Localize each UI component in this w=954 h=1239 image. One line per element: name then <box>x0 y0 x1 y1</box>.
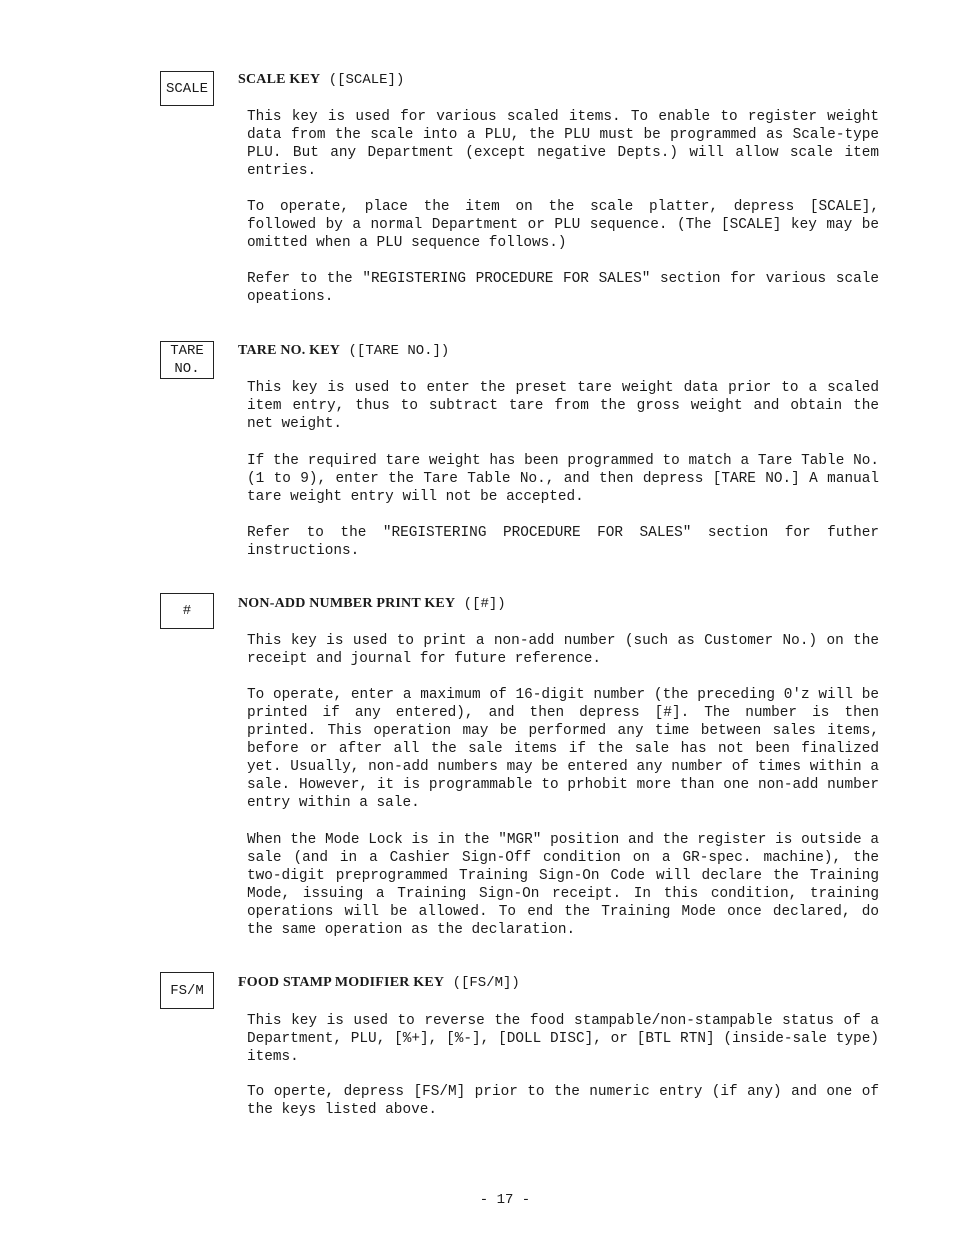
paragraph: When the Mode Lock is in the "MGR" position and the register is outside a sale (and in a Cashier Sign-Off condition on a GR-spec. machine), the two-digit preprogrammed Training Sign-On Code will declare the Training Mode, issuing a Training Sign-On receipt. In this condition, training operations will be allowed. To end the Training Mode once declared, do the same operation as the declaration. <box>247 832 879 938</box>
key-label-line: NO. <box>174 361 200 377</box>
paragraph: To operate, place the item on the scale platter, depress [SCALE], followed by a normal Department or PLU sequence. (The [SCALE] key may be omitted when a PLU sequence follows.) <box>247 199 879 251</box>
non-add-number-key-symbol <box>160 593 214 629</box>
paragraph: If the required tare weight has been programmed to match a Tare Table No. (1 to 9), enter the Tare Table No., and then depress [TARE NO.] A manual tare weight entry will not be accepted. <box>247 453 879 505</box>
heading-key-ref: ([SCALE]) <box>320 72 405 88</box>
heading-key-ref: ([TARE NO.]) <box>340 343 450 359</box>
page-number: - 17 - <box>479 1192 531 1208</box>
key-label-line: FS/M <box>170 982 204 999</box>
key-label-line: # <box>182 603 192 619</box>
key-label-line: SCALE <box>165 80 208 97</box>
heading-title: NON-ADD NUMBER PRINT KEY <box>238 596 456 611</box>
paragraph: To operate, enter a maximum of 16-digit number (the preceding 0'z will be printed if any entered), and then depress [#]. The number is then printed. This operation may be performed any time between sales items, before or after all the sale items if the sale has not been finalized yet. Usually, non-add numbers may be entered any number of times within a sale. However, it is programmable to prhobit more than one non-add number entry within a sale. <box>247 687 879 811</box>
section-heading <box>238 595 506 613</box>
paragraph: This key is used to enter the preset tare weight data prior to a scaled item entry, thus to subtract tare from the gross weight and obtain the net weight. <box>247 380 879 432</box>
paragraph: Refer to the "REGISTERING PROCEDURE FOR SALES" section for futher instructions. <box>247 525 879 559</box>
food-stamp-modifier-key-symbol <box>160 972 214 1009</box>
heading-title: SCALE KEY <box>238 72 321 87</box>
section-heading <box>238 974 520 992</box>
heading-title: FOOD STAMP MODIFIER KEY <box>238 975 445 990</box>
paragraph: Refer to the "REGISTERING PROCEDURE FOR SALES" section for various scale opeations. <box>247 271 879 305</box>
heading-key-ref: ([#]) <box>455 596 506 612</box>
scale-key-symbol <box>160 71 214 106</box>
tare-no-key-symbol <box>160 341 214 379</box>
paragraph: This key is used to print a non-add number (such as Customer No.) on the receipt and journal for future reference. <box>247 633 879 667</box>
paragraph: This key is used for various scaled items. To enable to register weight data from the scale into a PLU, the PLU must be programmed as Scale-type PLU. But any Department (except negative Depts.) will allow scale item entries. <box>247 109 879 179</box>
key-label-line: TARE <box>170 343 204 359</box>
paragraph: This key is used to reverse the food stampable/non-stampable status of a Department, PLU, [%+], [%-], [DOLL DISC], or [BTL RTN] (inside-sale type) items. <box>247 1013 879 1065</box>
heading-title: TARE NO. KEY <box>238 343 341 358</box>
paragraph: To operte, depress [FS/M] prior to the numeric entry (if any) and one of the keys listed above. <box>247 1084 879 1118</box>
section-heading <box>238 342 449 360</box>
heading-key-ref: ([FS/M]) <box>444 975 520 991</box>
section-heading <box>238 71 404 89</box>
